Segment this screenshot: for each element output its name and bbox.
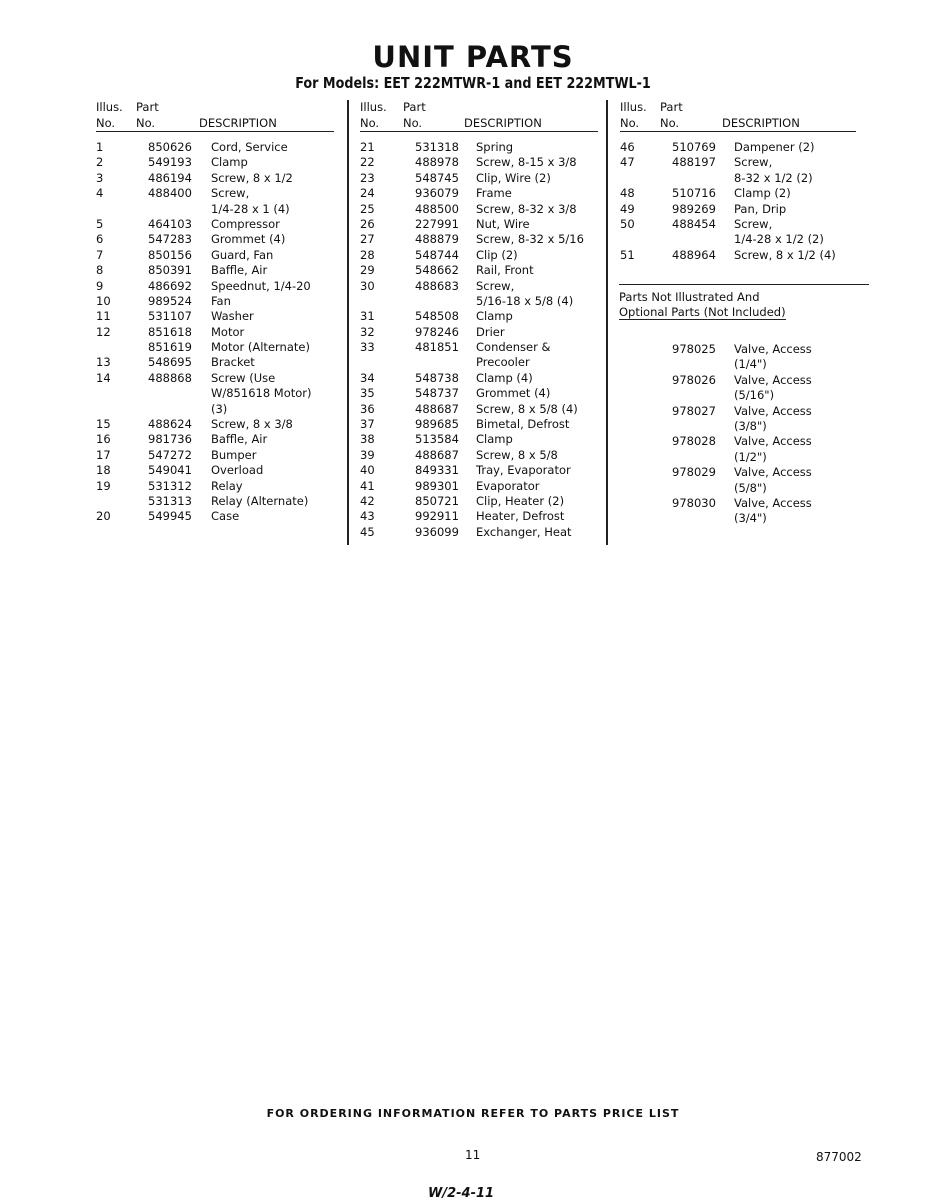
description: Dampener (2) bbox=[734, 140, 815, 154]
part-number: 547272 bbox=[148, 447, 192, 462]
illus-number: 48 bbox=[620, 186, 635, 201]
header-part: Part bbox=[403, 100, 426, 114]
part-number: 548508 bbox=[415, 309, 459, 324]
description: Relay bbox=[211, 478, 243, 493]
description: Screw, 8 x 3/8 bbox=[211, 417, 293, 432]
illus-number: 50 bbox=[620, 216, 635, 231]
part-number: 936099 bbox=[415, 524, 459, 539]
description: 1/4-28 x 1/2 (2) bbox=[734, 232, 824, 247]
part-number: 488978 bbox=[415, 155, 459, 170]
optional-part: 978027 bbox=[672, 403, 716, 418]
header-description: DESCRIPTION bbox=[464, 116, 542, 130]
illus-number: 17 bbox=[96, 447, 111, 462]
parts-row bbox=[96, 186, 336, 201]
description: Heater, Defrost bbox=[476, 509, 565, 524]
description: Screw, bbox=[734, 216, 773, 231]
part-number: 488500 bbox=[415, 201, 459, 216]
part-number: 989524 bbox=[148, 293, 192, 308]
description: Screw, 8 x 1/2 (4) bbox=[734, 247, 836, 262]
optional-size: (3/4") bbox=[734, 511, 767, 526]
part-number: 488868 bbox=[148, 370, 192, 385]
part-number: 486194 bbox=[148, 170, 192, 185]
parts-row bbox=[360, 340, 598, 355]
part-number: 488687 bbox=[415, 447, 459, 462]
part-number: 849331 bbox=[415, 463, 459, 478]
illus-number: 11 bbox=[96, 309, 111, 324]
description: Speednut, 1/4-20 bbox=[211, 278, 311, 293]
parts-row bbox=[360, 525, 598, 540]
illus-number: 27 bbox=[360, 232, 375, 247]
description: Clip, Wire (2) bbox=[476, 170, 551, 185]
description: Overload bbox=[211, 463, 264, 478]
part-number: 851618 bbox=[148, 324, 192, 339]
description: Screw, bbox=[211, 186, 250, 201]
illus-number: 3 bbox=[96, 170, 104, 185]
illus-number: 30 bbox=[360, 278, 375, 293]
illus-number: 37 bbox=[360, 417, 375, 432]
illus-number: 49 bbox=[620, 201, 635, 216]
parts-row bbox=[96, 509, 336, 524]
parts-row bbox=[620, 140, 856, 155]
parts-column-1 bbox=[96, 98, 336, 525]
description: Baffle, Air bbox=[211, 432, 268, 447]
part-number: 488687 bbox=[415, 401, 459, 416]
handwritten-note: W/2-4-11 bbox=[428, 1186, 495, 1200]
header-illus: Illus. bbox=[96, 100, 123, 114]
part-number: 531313 bbox=[148, 493, 192, 508]
description: Screw, 8 x 5/8 bbox=[476, 447, 558, 462]
parts-row bbox=[620, 217, 856, 232]
parts-row bbox=[96, 140, 336, 155]
optional-heading-2: Optional Parts (Not Included) bbox=[619, 305, 786, 319]
description: Rail, Front bbox=[476, 263, 534, 278]
part-number: 850156 bbox=[148, 247, 192, 262]
illus-number: 18 bbox=[96, 463, 111, 478]
parts-row bbox=[360, 140, 598, 155]
description: Washer bbox=[211, 309, 254, 324]
parts-row bbox=[360, 202, 598, 217]
description: Screw, 8-32 x 3/8 bbox=[476, 201, 577, 216]
page-title: UNIT PARTS bbox=[372, 40, 574, 74]
illus-number: 23 bbox=[360, 170, 375, 185]
illus-number: 22 bbox=[360, 155, 375, 170]
description: Screw, 8-32 x 5/16 bbox=[476, 232, 584, 247]
description: Clamp bbox=[476, 432, 513, 447]
header-illus: Illus. bbox=[620, 100, 647, 114]
description: Grommet (4) bbox=[211, 232, 286, 247]
illus-number: 5 bbox=[96, 216, 104, 231]
illus-number: 51 bbox=[620, 247, 635, 262]
description: Motor bbox=[211, 324, 245, 339]
part-number: 989269 bbox=[672, 201, 716, 216]
column-divider bbox=[606, 100, 608, 545]
description: Evaporator bbox=[476, 478, 540, 493]
description: Bimetal, Defrost bbox=[476, 417, 570, 432]
description: Motor (Alternate) bbox=[211, 340, 310, 355]
illus-number: 9 bbox=[96, 278, 104, 293]
illus-number: 2 bbox=[96, 155, 104, 170]
optional-size: (1/4") bbox=[734, 357, 767, 372]
part-number: 850391 bbox=[148, 263, 192, 278]
part-number: 488683 bbox=[415, 278, 459, 293]
illus-number: 24 bbox=[360, 186, 375, 201]
optional-size: (1/2") bbox=[734, 449, 767, 464]
document-code: 877002 bbox=[816, 1150, 862, 1164]
description: Compressor bbox=[211, 216, 280, 231]
illus-number: 34 bbox=[360, 370, 375, 385]
parts-row bbox=[360, 294, 598, 309]
description: Fan bbox=[211, 293, 231, 308]
header-rule bbox=[360, 131, 598, 132]
part-number: 548737 bbox=[415, 386, 459, 401]
parts-column-3 bbox=[620, 98, 856, 263]
header-part: Part bbox=[660, 100, 683, 114]
parts-row bbox=[96, 417, 336, 432]
header-rule bbox=[96, 131, 334, 132]
parts-row bbox=[360, 494, 598, 509]
parts-row bbox=[96, 355, 336, 370]
illus-number: 43 bbox=[360, 509, 375, 524]
part-number: 549041 bbox=[148, 463, 192, 478]
illus-number: 4 bbox=[96, 186, 104, 201]
description: Condenser & bbox=[476, 340, 551, 355]
description: Screw, bbox=[476, 278, 515, 293]
part-number: 481851 bbox=[415, 340, 459, 355]
illus-number: 16 bbox=[96, 432, 111, 447]
description: Clip (2) bbox=[476, 247, 518, 262]
parts-row bbox=[96, 217, 336, 232]
parts-row bbox=[96, 325, 336, 340]
description: Guard, Fan bbox=[211, 247, 274, 262]
parts-row bbox=[620, 248, 856, 263]
illus-number: 25 bbox=[360, 201, 375, 216]
parts-row bbox=[360, 432, 598, 447]
parts-row bbox=[360, 371, 598, 386]
illus-number: 7 bbox=[96, 247, 104, 262]
illus-number: 32 bbox=[360, 324, 375, 339]
description: Pan, Drip bbox=[734, 201, 787, 216]
illus-number: 42 bbox=[360, 493, 375, 508]
parts-row bbox=[96, 279, 336, 294]
illus-number: 41 bbox=[360, 478, 375, 493]
parts-row bbox=[620, 155, 856, 170]
part-number: 548738 bbox=[415, 370, 459, 385]
part-number: 851619 bbox=[148, 340, 192, 355]
column-divider bbox=[347, 100, 349, 545]
illus-number: 40 bbox=[360, 463, 375, 478]
header-part-no: No. bbox=[403, 116, 423, 130]
parts-row bbox=[96, 232, 336, 247]
parts-row bbox=[360, 263, 598, 278]
header-description: DESCRIPTION bbox=[199, 116, 277, 130]
description: Screw (Use bbox=[211, 370, 276, 385]
header-illus-no: No. bbox=[620, 116, 640, 130]
part-number: 548695 bbox=[148, 355, 192, 370]
models-subtitle: For Models: EET 222MTWR-1 and EET 222MTWL-1 bbox=[295, 74, 651, 92]
illus-number: 15 bbox=[96, 417, 111, 432]
parts-row bbox=[96, 309, 336, 324]
parts-row bbox=[360, 279, 598, 294]
page-number: 11 bbox=[465, 1148, 481, 1162]
part-number: 992911 bbox=[415, 509, 459, 524]
parts-row bbox=[360, 217, 598, 232]
description: Cord, Service bbox=[211, 140, 288, 154]
description: Clamp (2) bbox=[734, 186, 791, 201]
parts-row bbox=[96, 479, 336, 494]
parts-row bbox=[96, 494, 336, 509]
illus-number: 19 bbox=[96, 478, 111, 493]
description: Case bbox=[211, 509, 240, 524]
part-number: 531318 bbox=[415, 140, 459, 154]
optional-size: (5/8") bbox=[734, 480, 767, 495]
description: 8-32 x 1/2 (2) bbox=[734, 170, 813, 185]
part-number: 513584 bbox=[415, 432, 459, 447]
parts-row bbox=[360, 155, 598, 170]
illus-number: 38 bbox=[360, 432, 375, 447]
part-number: 936079 bbox=[415, 186, 459, 201]
optional-part: 978025 bbox=[672, 342, 716, 356]
parts-row bbox=[360, 171, 598, 186]
description: Bumper bbox=[211, 447, 257, 462]
optional-desc: Valve, Access bbox=[734, 372, 812, 387]
optional-part: 978029 bbox=[672, 465, 716, 480]
column-header bbox=[360, 98, 598, 132]
description: Relay (Alternate) bbox=[211, 493, 309, 508]
part-number: 488624 bbox=[148, 417, 192, 432]
parts-row bbox=[360, 232, 598, 247]
part-number: 488197 bbox=[672, 155, 716, 170]
part-number: 488454 bbox=[672, 216, 716, 231]
illus-number: 36 bbox=[360, 401, 375, 416]
optional-desc: Valve, Access bbox=[734, 434, 812, 449]
optional-part: 978026 bbox=[672, 372, 716, 387]
description: Clamp bbox=[211, 155, 248, 170]
illus-number: 47 bbox=[620, 155, 635, 170]
column-header bbox=[96, 98, 336, 132]
parts-row bbox=[96, 432, 336, 447]
description: Clip, Heater (2) bbox=[476, 493, 565, 508]
header-description: DESCRIPTION bbox=[722, 116, 800, 130]
description: (3) bbox=[211, 401, 228, 416]
illus-number: 26 bbox=[360, 216, 375, 231]
parts-row bbox=[96, 402, 336, 417]
part-number: 981736 bbox=[148, 432, 192, 447]
illus-number: 31 bbox=[360, 309, 375, 324]
part-number: 989685 bbox=[415, 417, 459, 432]
part-number: 850626 bbox=[148, 140, 192, 154]
parts-row bbox=[360, 402, 598, 417]
header-illus-no: No. bbox=[360, 116, 380, 130]
description: Spring bbox=[476, 140, 514, 154]
description: Screw, 8 x 1/2 bbox=[211, 170, 293, 185]
parts-row bbox=[96, 386, 336, 401]
illus-number: 21 bbox=[360, 140, 375, 154]
illus-number: 6 bbox=[96, 232, 104, 247]
parts-row bbox=[360, 386, 598, 401]
parts-row bbox=[360, 509, 598, 524]
parts-row bbox=[360, 355, 598, 370]
part-number: 978246 bbox=[415, 324, 459, 339]
part-number: 486692 bbox=[148, 278, 192, 293]
description: Exchanger, Heat bbox=[476, 524, 572, 539]
parts-row bbox=[96, 263, 336, 278]
parts-row bbox=[96, 202, 336, 217]
parts-row bbox=[360, 186, 598, 201]
description: Baffle, Air bbox=[211, 263, 268, 278]
optional-size: (5/16") bbox=[734, 388, 775, 403]
description: Nut, Wire bbox=[476, 216, 530, 231]
part-number: 989301 bbox=[415, 478, 459, 493]
illus-number: 13 bbox=[96, 355, 111, 370]
part-number: 549945 bbox=[148, 509, 192, 524]
illus-number: 39 bbox=[360, 447, 375, 462]
part-number: 548744 bbox=[415, 247, 459, 262]
parts-row bbox=[620, 171, 856, 186]
parts-row bbox=[96, 448, 336, 463]
parts-row bbox=[96, 371, 336, 386]
illus-number: 33 bbox=[360, 340, 375, 355]
illus-number: 20 bbox=[96, 509, 111, 524]
parts-row bbox=[360, 448, 598, 463]
parts-row bbox=[620, 202, 856, 217]
header-rule bbox=[620, 131, 856, 132]
ordering-info-footer: FOR ORDERING INFORMATION REFER TO PARTS PRICE LIST bbox=[266, 1107, 680, 1120]
illus-number: 14 bbox=[96, 370, 111, 385]
part-number: 549193 bbox=[148, 155, 192, 170]
description: Clamp (4) bbox=[476, 370, 533, 385]
header-part-no: No. bbox=[660, 116, 680, 130]
parts-row bbox=[360, 417, 598, 432]
description: Screw, 8-15 x 3/8 bbox=[476, 155, 577, 170]
parts-row bbox=[96, 248, 336, 263]
description: 5/16-18 x 5/8 (4) bbox=[476, 293, 574, 308]
header-part-no: No. bbox=[136, 116, 156, 130]
parts-row bbox=[360, 309, 598, 324]
part-number: 531312 bbox=[148, 478, 192, 493]
part-number: 464103 bbox=[148, 216, 192, 231]
column-header bbox=[620, 98, 856, 132]
illus-number: 12 bbox=[96, 324, 111, 339]
illus-number: 10 bbox=[96, 293, 111, 308]
description: Screw, 8 x 5/8 (4) bbox=[476, 401, 578, 416]
parts-row bbox=[96, 155, 336, 170]
optional-part: 978028 bbox=[672, 434, 716, 449]
part-number: 548662 bbox=[415, 263, 459, 278]
description: W/851618 Motor) bbox=[211, 386, 312, 401]
illus-number: 46 bbox=[620, 140, 635, 154]
part-number: 227991 bbox=[415, 216, 459, 231]
parts-row bbox=[620, 232, 856, 247]
part-number: 488964 bbox=[672, 247, 716, 262]
part-number: 531107 bbox=[148, 309, 192, 324]
parts-row bbox=[620, 186, 856, 201]
header-illus-no: No. bbox=[96, 116, 116, 130]
parts-column-2 bbox=[360, 98, 598, 540]
optional-heading-1: Parts Not Illustrated And bbox=[619, 290, 760, 304]
illus-number: 35 bbox=[360, 386, 375, 401]
parts-row bbox=[360, 463, 598, 478]
part-number: 488879 bbox=[415, 232, 459, 247]
illus-number: 45 bbox=[360, 524, 375, 539]
parts-row bbox=[96, 171, 336, 186]
parts-row bbox=[360, 479, 598, 494]
parts-row bbox=[360, 325, 598, 340]
illus-number: 1 bbox=[96, 140, 104, 154]
optional-size: (3/8") bbox=[734, 419, 767, 433]
part-number: 850721 bbox=[415, 493, 459, 508]
optional-desc: Valve, Access bbox=[734, 496, 812, 510]
optional-desc: Valve, Access bbox=[734, 465, 812, 480]
description: Tray, Evaporator bbox=[476, 463, 571, 478]
optional-desc: Valve, Access bbox=[734, 342, 812, 356]
illus-number: 8 bbox=[96, 263, 104, 278]
illus-number: 28 bbox=[360, 247, 375, 262]
parts-row bbox=[96, 340, 336, 355]
header-illus: Illus. bbox=[360, 100, 387, 114]
optional-part: 978030 bbox=[672, 496, 716, 510]
header-part: Part bbox=[136, 100, 159, 114]
part-number: 510769 bbox=[672, 140, 716, 154]
part-number: 547283 bbox=[148, 232, 192, 247]
parts-row bbox=[360, 248, 598, 263]
part-number: 548745 bbox=[415, 170, 459, 185]
parts-row bbox=[96, 294, 336, 309]
description: Screw, bbox=[734, 155, 773, 170]
part-number: 488400 bbox=[148, 186, 192, 201]
description: Drier bbox=[476, 324, 505, 339]
parts-row bbox=[96, 463, 336, 478]
description: Bracket bbox=[211, 355, 255, 370]
illus-number: 29 bbox=[360, 263, 375, 278]
description: 1/4-28 x 1 (4) bbox=[211, 201, 290, 216]
part-number: 510716 bbox=[672, 186, 716, 201]
description: Frame bbox=[476, 186, 512, 201]
description: Grommet (4) bbox=[476, 386, 551, 401]
description: Clamp bbox=[476, 309, 513, 324]
optional-desc: Valve, Access bbox=[734, 403, 812, 418]
description: Precooler bbox=[476, 355, 530, 370]
